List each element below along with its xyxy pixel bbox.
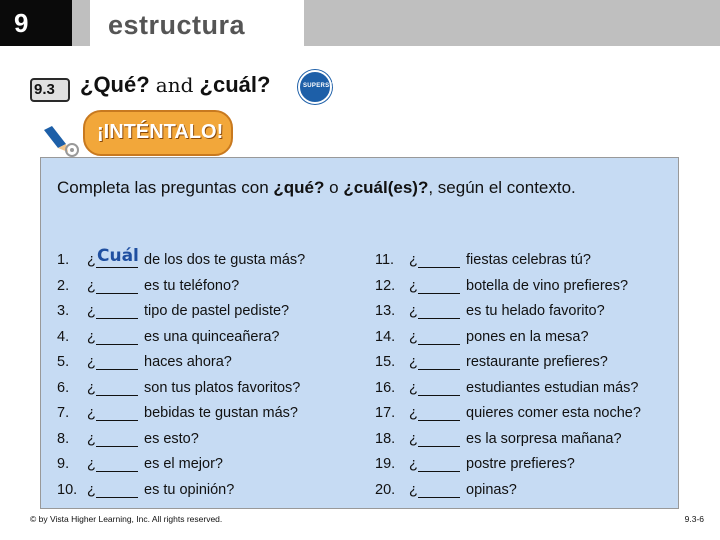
- open-question-mark: ¿: [87, 405, 96, 421]
- answer-blank[interactable]: [96, 405, 138, 421]
- instructions: [57, 176, 657, 200]
- question-text: postre prefieres?: [466, 456, 575, 472]
- section-title-que: ¿Qué?: [80, 72, 150, 97]
- open-question-mark: ¿: [409, 277, 418, 294]
- chapter-box: [0, 0, 72, 46]
- answer-blank[interactable]: [418, 278, 460, 294]
- open-question-mark: ¿: [409, 328, 418, 345]
- question-text: botella de vino prefieres?: [466, 277, 629, 294]
- open-question-mark: ¿: [87, 277, 96, 294]
- open-question-mark: ¿: [87, 303, 96, 319]
- open-question-mark: ¿: [409, 379, 418, 396]
- answer-blank[interactable]: [96, 354, 138, 370]
- item-number: 8.: [57, 430, 70, 447]
- answer-blank[interactable]: [96, 303, 138, 319]
- open-question-mark: ¿: [87, 354, 96, 370]
- question-text: bebidas te gustan más?: [144, 405, 298, 421]
- answer-blank[interactable]: [418, 252, 460, 268]
- answer-blank[interactable]: [96, 278, 138, 294]
- item-number: 4.: [57, 328, 70, 345]
- instructions-suffix: , según el contexto.: [428, 178, 576, 197]
- question-text: pones en la mesa?: [466, 328, 589, 345]
- question-text: es tu teléfono?: [144, 277, 240, 294]
- item-number: 1.: [57, 252, 70, 268]
- supersite-icon[interactable]: [298, 70, 340, 104]
- pencil-icon: [40, 124, 80, 158]
- item-number: 6.: [57, 379, 70, 396]
- item-number: 13.: [375, 303, 396, 319]
- open-question-mark: ¿: [409, 303, 418, 319]
- item-number: 12.: [375, 277, 396, 294]
- answer-blank[interactable]: [96, 380, 138, 396]
- chapter-number: 9: [14, 8, 29, 38]
- header-title-box: [90, 0, 304, 46]
- item-number: 7.: [57, 405, 70, 421]
- header-title: estructura: [108, 10, 246, 40]
- section-number-badge: [30, 78, 70, 102]
- item-number: 9.: [57, 456, 70, 472]
- instructions-prefix: Completa las preguntas con: [57, 178, 274, 197]
- question-text: restaurante prefieres?: [466, 354, 608, 370]
- instructions-cuales: ¿cuál(es)?: [343, 178, 429, 197]
- open-question-mark: ¿: [87, 328, 96, 345]
- item-number: 14.: [375, 328, 396, 345]
- exercise-panel: [40, 157, 679, 509]
- answer-blank[interactable]: [418, 431, 460, 447]
- section-title-cual: ¿cuál?: [199, 72, 271, 97]
- question-text: quieres comer esta noche?: [466, 405, 641, 421]
- answer-blank[interactable]: [96, 431, 138, 447]
- item-number: 3.: [57, 303, 70, 319]
- answer-blank[interactable]: [96, 456, 138, 472]
- item-number: 2.: [57, 277, 70, 294]
- supersite-label: SUPERSITE: [303, 83, 340, 89]
- section-title: [80, 72, 270, 98]
- open-question-mark: ¿: [409, 430, 418, 447]
- open-question-mark: ¿: [409, 354, 418, 370]
- question-text: es una quinceañera?: [144, 328, 280, 345]
- question-text: de los dos te gusta más?: [144, 252, 306, 268]
- answer-blank[interactable]: [418, 456, 460, 472]
- item-number: 17.: [375, 405, 396, 421]
- answer-blank[interactable]: [96, 482, 138, 498]
- section-title-and: and: [155, 73, 194, 97]
- item-number: 11.: [375, 252, 395, 268]
- item-number: 5.: [57, 354, 70, 370]
- open-question-mark: ¿: [87, 252, 96, 268]
- question-text: haces ahora?: [144, 354, 232, 370]
- open-question-mark: ¿: [87, 481, 96, 498]
- intentalo-label: ¡INTÉNTALO!: [97, 121, 224, 143]
- answer-blank[interactable]: [418, 482, 460, 498]
- page-number: 9.3-6: [684, 514, 704, 524]
- question-text: son tus platos favoritos?: [144, 379, 301, 396]
- sample-answer: Cuál: [97, 246, 139, 266]
- question-text: es la sorpresa mañana?: [466, 430, 622, 447]
- open-question-mark: ¿: [87, 430, 96, 447]
- item-number: 19.: [375, 456, 396, 472]
- intentalo-badge: [83, 110, 233, 156]
- item-number: 20.: [375, 481, 396, 498]
- question-text: fiestas celebras tú?: [466, 252, 591, 268]
- section-number: 9.3: [34, 81, 55, 98]
- answer-blank[interactable]: [418, 329, 460, 345]
- open-question-mark: ¿: [409, 252, 418, 268]
- question-text: opinas?: [466, 481, 517, 498]
- instructions-que: ¿qué?: [273, 178, 325, 197]
- copyright-notice: © by Vista Higher Learning, Inc. All rights reserved.: [30, 514, 223, 524]
- question-text: estudiantes estudian más?: [466, 379, 639, 396]
- question-text: es tu helado favorito?: [466, 303, 605, 319]
- item-number: 10.: [57, 481, 78, 498]
- instructions-mid: o: [324, 178, 344, 197]
- open-question-mark: ¿: [87, 379, 96, 396]
- question-text: es esto?: [144, 430, 199, 447]
- answer-blank[interactable]: [418, 380, 460, 396]
- answer-blank[interactable]: [96, 329, 138, 345]
- open-question-mark: ¿: [409, 405, 418, 421]
- open-question-mark: ¿: [409, 481, 418, 498]
- answer-blank[interactable]: [418, 405, 460, 421]
- open-question-mark: ¿: [87, 456, 96, 472]
- question-text: tipo de pastel pediste?: [144, 303, 290, 319]
- item-number: 15.: [375, 354, 396, 370]
- answer-blank[interactable]: [418, 303, 460, 319]
- question-text: es tu opinión?: [144, 481, 235, 498]
- answer-blank[interactable]: [418, 354, 460, 370]
- item-number: 16.: [375, 379, 396, 396]
- open-question-mark: ¿: [409, 456, 418, 472]
- question-text: es el mejor?: [144, 456, 223, 472]
- item-number: 18.: [375, 430, 396, 447]
